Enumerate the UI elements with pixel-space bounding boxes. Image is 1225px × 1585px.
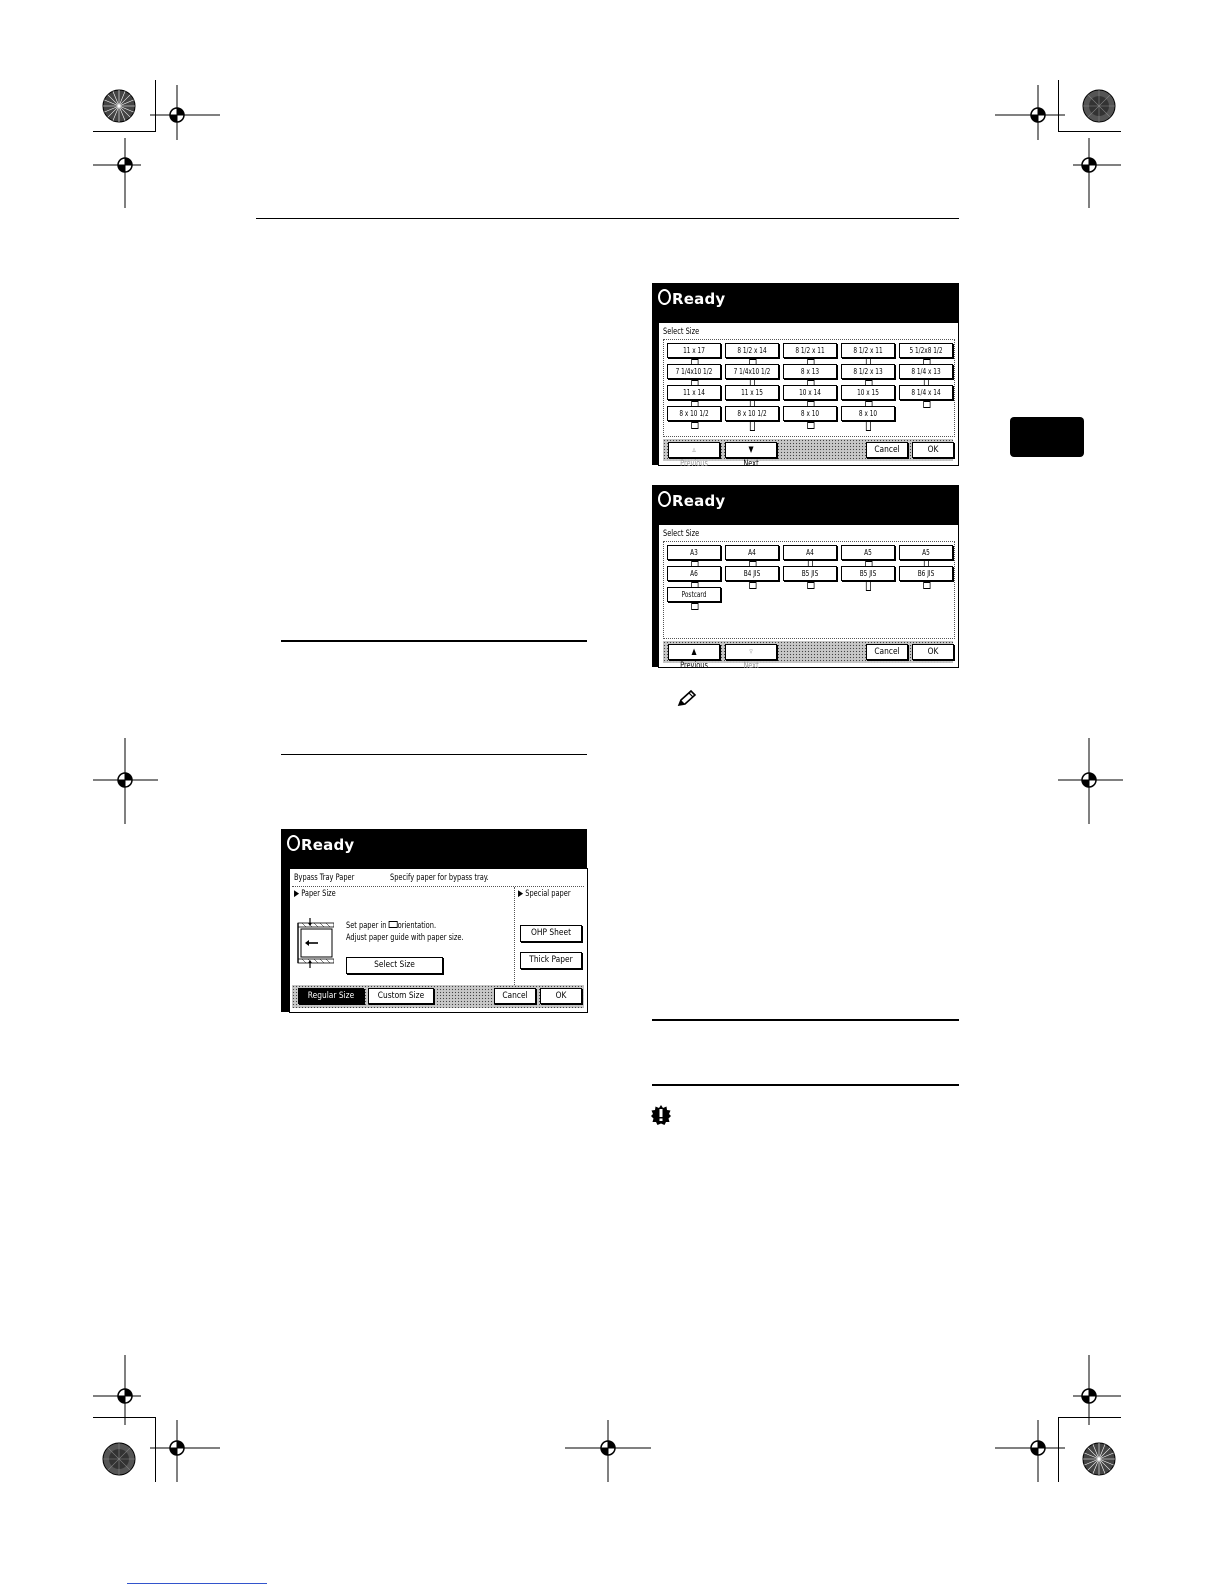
up-arrow-icon: ▵ xyxy=(692,445,696,455)
starburst-target-icon xyxy=(1081,1441,1117,1477)
starburst-target-icon xyxy=(101,1441,137,1477)
paper-size-button[interactable] xyxy=(725,406,779,421)
paper-size-button[interactable] xyxy=(667,385,721,400)
paper-size-label: A5 xyxy=(864,548,872,557)
paper-size-label: 7 1/4x10 1/2 xyxy=(733,367,771,376)
set-paper-text: Set paper in orientation. xyxy=(346,921,437,931)
paper-size-label: 5 1/2x8 1/2 xyxy=(909,346,943,355)
paper-size-button[interactable] xyxy=(667,406,721,421)
paper-size-button[interactable] xyxy=(841,566,895,581)
status-ring-icon xyxy=(658,289,671,305)
registration-crosshair-icon xyxy=(93,1355,163,1425)
paper-size-button[interactable] xyxy=(841,364,895,379)
header-rule xyxy=(256,218,959,219)
paper-size-button[interactable] xyxy=(899,343,953,358)
section-rule xyxy=(281,640,587,642)
panel-title: Ready xyxy=(658,491,725,510)
paper-size-button[interactable] xyxy=(841,343,895,358)
section-rule xyxy=(652,1019,959,1021)
paper-size-label: A6 xyxy=(690,569,698,578)
registration-crosshair-icon xyxy=(995,1420,1065,1482)
down-arrow-icon: ▼ xyxy=(748,445,754,455)
landscape-orientation-icon xyxy=(749,582,756,589)
bypass-instruction: Specify paper for bypass tray. xyxy=(390,873,489,883)
registration-crosshair-icon xyxy=(150,85,220,145)
landscape-orientation-icon xyxy=(923,582,930,589)
landscape-orientation-icon xyxy=(807,422,814,429)
paper-size-label: B5 JIS xyxy=(801,569,819,578)
footer-link-underline xyxy=(127,1583,267,1584)
paper-size-button[interactable] xyxy=(667,566,721,581)
section-rule xyxy=(652,1084,959,1086)
paper-size-label: B4 JIS xyxy=(743,569,761,578)
paper-size-label: 8 x 13 xyxy=(800,367,820,376)
special-paper-label: ▶ Special paper xyxy=(518,889,571,899)
paper-size-label: Postcard xyxy=(681,590,707,599)
paper-size-label: 8 x 10 1/2 xyxy=(737,409,767,418)
paper-size-label: 8 x 10 1/2 xyxy=(679,409,709,418)
bypass-heading: Bypass Tray Paper xyxy=(294,873,355,883)
landscape-orientation-icon xyxy=(389,921,398,928)
paper-size-label: A4 xyxy=(806,548,814,557)
next-button[interactable]: ▼ Next xyxy=(725,442,777,458)
cancel-button[interactable]: Cancel xyxy=(494,988,536,1004)
cancel-button[interactable]: Cancel xyxy=(866,442,908,458)
select-size-panel-2 xyxy=(652,485,959,671)
paper-size-button[interactable] xyxy=(841,545,895,560)
ok-button[interactable]: OK xyxy=(912,442,954,458)
ok-button[interactable]: OK xyxy=(540,988,582,1004)
registration-crosshair-icon xyxy=(995,85,1065,145)
paper-size-button[interactable] xyxy=(725,566,779,581)
paper-size-button[interactable] xyxy=(667,364,721,379)
paper-size-label: 8 1/2 x 13 xyxy=(853,367,883,376)
panel-title: Ready xyxy=(658,289,725,308)
registration-crosshair-icon xyxy=(1058,1355,1128,1425)
chapter-tab xyxy=(1010,417,1084,457)
paper-size-label: 11 x 17 xyxy=(683,346,705,355)
paper-size-button[interactable] xyxy=(783,364,837,379)
paper-size-button[interactable] xyxy=(899,566,953,581)
section-label: Select Size xyxy=(663,529,700,539)
registration-crosshair-icon xyxy=(93,738,163,824)
paper-size-label: 10 x 15 xyxy=(857,388,879,397)
panel-title: Ready xyxy=(287,835,354,854)
play-arrow-icon: ▶ xyxy=(518,889,526,899)
adjust-guide-text: Adjust paper guide with paper size. xyxy=(346,933,464,943)
paper-size-button[interactable] xyxy=(725,545,779,560)
down-arrow-icon: ▿ xyxy=(749,647,753,657)
paper-size-label: 8 1/2 x 14 xyxy=(737,346,767,355)
paper-size-label: A5 xyxy=(922,548,930,557)
ok-button[interactable]: OK xyxy=(912,644,954,660)
section-label: Select Size xyxy=(663,327,700,337)
up-arrow-icon: ▲ xyxy=(691,647,697,657)
thick-paper-button[interactable]: Thick Paper xyxy=(520,952,582,969)
paper-size-button[interactable] xyxy=(667,587,721,602)
paper-size-button[interactable] xyxy=(899,385,953,400)
portrait-orientation-icon xyxy=(866,581,871,591)
paper-size-button[interactable] xyxy=(783,545,837,560)
paper-size-label: 11 x 14 xyxy=(683,388,705,397)
paper-size-label: A3 xyxy=(690,548,698,557)
registration-crosshair-icon xyxy=(565,1420,651,1482)
paper-size-button[interactable] xyxy=(725,385,779,400)
paper-size-button[interactable] xyxy=(899,364,953,379)
paper-size-button[interactable] xyxy=(783,406,837,421)
paper-size-label: B6 JIS xyxy=(917,569,935,578)
portrait-orientation-icon xyxy=(866,421,871,431)
landscape-orientation-icon xyxy=(923,401,930,408)
landscape-orientation-icon xyxy=(807,582,814,589)
previous-button[interactable]: ▲ Previous xyxy=(668,644,720,660)
paper-size-label: 8 1/4 x 13 xyxy=(911,367,941,376)
starburst-target-icon xyxy=(1081,88,1117,124)
paper-size-label: 8 1/4 x 14 xyxy=(911,388,941,397)
bypass-tray-icon xyxy=(296,917,334,969)
section-rule xyxy=(281,754,587,755)
next-button[interactable]: ▿ Next xyxy=(725,644,777,660)
paper-size-label: 8 x 10 xyxy=(858,409,878,418)
paper-size-label: 11 x 15 xyxy=(741,388,763,397)
paper-size-button[interactable] xyxy=(841,385,895,400)
registration-crosshair-icon xyxy=(1058,738,1128,824)
paper-size-label: 8 1/2 x 11 xyxy=(795,346,825,355)
paper-size-button[interactable] xyxy=(783,343,837,358)
status-ring-icon xyxy=(287,835,300,851)
status-ring-icon xyxy=(658,491,671,507)
cancel-button[interactable]: Cancel xyxy=(866,644,908,660)
landscape-orientation-icon xyxy=(691,603,698,610)
paper-size-label: 10 x 14 xyxy=(799,388,821,397)
paper-size-button[interactable] xyxy=(841,406,895,421)
paper-size-button[interactable] xyxy=(783,385,837,400)
paper-size-label: 7 1/4x10 1/2 xyxy=(675,367,713,376)
paper-size-button[interactable] xyxy=(667,545,721,560)
paper-size-label: ▶ Paper Size xyxy=(294,889,336,899)
paper-size-label: 8 1/2 x 11 xyxy=(853,346,883,355)
select-size-button[interactable]: Select Size xyxy=(346,957,443,974)
paper-size-label: B5 JIS xyxy=(859,569,877,578)
play-arrow-icon: ▶ xyxy=(294,889,302,899)
previous-button[interactable]: ▵ Previous xyxy=(668,442,720,458)
paper-size-label: A4 xyxy=(748,548,756,557)
registration-crosshair-icon xyxy=(1058,138,1128,208)
registration-crosshair-icon xyxy=(93,138,163,208)
regular-size-tab[interactable]: Regular Size xyxy=(298,988,364,1004)
paper-size-button[interactable] xyxy=(667,343,721,358)
ohp-sheet-button[interactable]: OHP Sheet xyxy=(520,925,582,942)
paper-size-button[interactable] xyxy=(783,566,837,581)
paper-size-button[interactable] xyxy=(725,364,779,379)
select-size-panel-1 xyxy=(652,283,959,469)
paper-size-label: 8 x 10 xyxy=(800,409,820,418)
bypass-tray-panel xyxy=(281,829,587,1012)
paper-size-button[interactable] xyxy=(899,545,953,560)
pencil-note-icon xyxy=(676,689,698,709)
starburst-target-icon xyxy=(101,88,137,124)
important-icon xyxy=(650,1104,672,1126)
portrait-orientation-icon xyxy=(750,421,755,431)
registration-crosshair-icon xyxy=(150,1420,220,1482)
custom-size-tab[interactable]: Custom Size xyxy=(368,988,434,1004)
paper-size-button[interactable] xyxy=(725,343,779,358)
landscape-orientation-icon xyxy=(691,422,698,429)
